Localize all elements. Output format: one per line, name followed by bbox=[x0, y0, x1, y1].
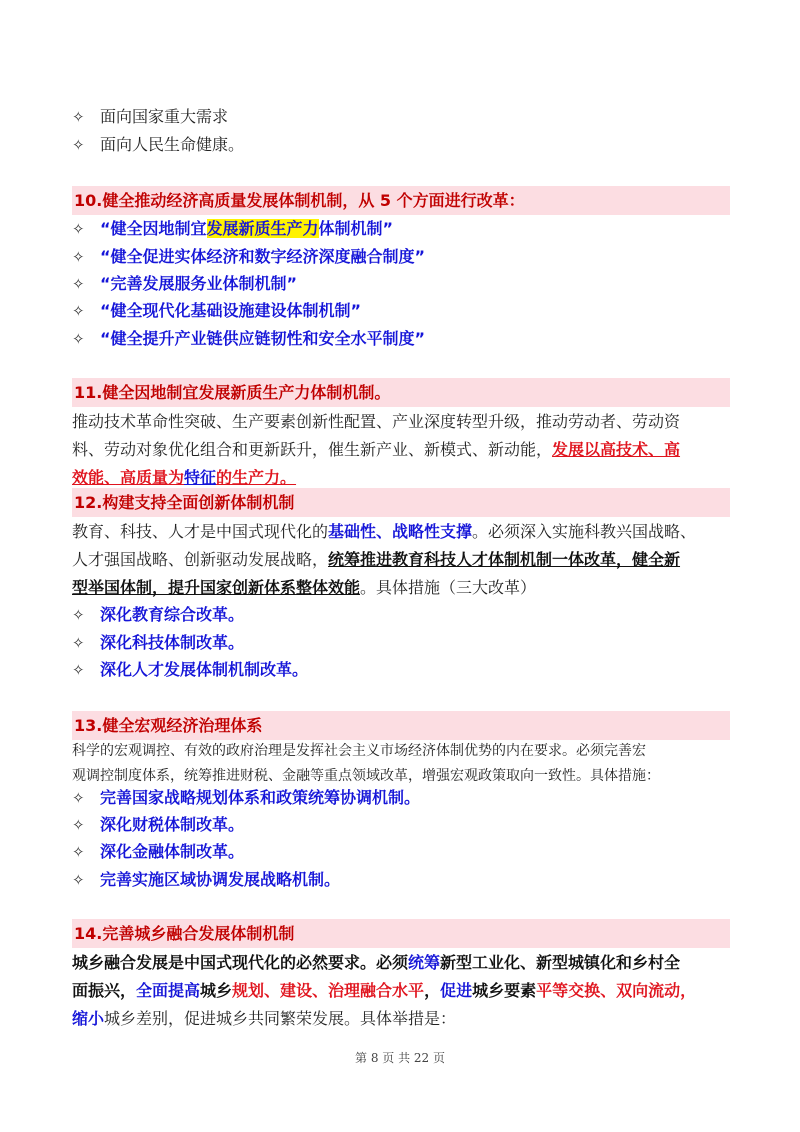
list-item: ✧ “健全促进实体经济和数字经济深度融合制度” bbox=[72, 243, 732, 271]
diamond-bullet-icon: ✧ bbox=[72, 661, 85, 679]
paragraph-line: 科学的宏观调控、有效的政府治理是发挥社会主义市场经济体制优势的内在要求。必须完善宏 bbox=[72, 743, 646, 759]
list-item: ✧ “健全现代化基础设施建设体制机制” bbox=[72, 297, 732, 325]
section-13-heading: 13.健全宏观经济治理体系 bbox=[72, 711, 730, 740]
list-item: ✧ “健全因地制宜发展新质生产力体制机制” bbox=[72, 215, 732, 243]
diamond-bullet-icon: ✧ bbox=[72, 302, 85, 320]
paragraph-line: 面振兴，全面提高城乡规划、建设、治理融合水平，促进城乡要素平等交换、双向流动， bbox=[72, 981, 697, 1000]
diamond-bullet-icon: ✧ bbox=[72, 330, 85, 348]
list-item: ✧ 深化人才发展体制机制改革。 bbox=[72, 656, 732, 684]
diamond-bullet-icon: ✧ bbox=[72, 248, 85, 266]
section-12-heading: 12.构建支持全面创新体制机制 bbox=[72, 488, 730, 517]
diamond-bullet-icon: ✧ bbox=[72, 220, 85, 238]
paragraph-line: 教育、科技、人才是中国式现代化的基础性、战略性支撑。必须深入实施科教兴国战略、 bbox=[72, 522, 697, 541]
diamond-bullet-icon: ✧ bbox=[72, 275, 85, 293]
section-11-heading: 11.健全因地制宜发展新质生产力体制机制。 bbox=[72, 378, 730, 407]
list-item: ✧ “完善发展服务业体制机制” bbox=[72, 270, 732, 298]
diamond-bullet-icon: ✧ bbox=[72, 634, 85, 652]
diamond-bullet-icon: ✧ bbox=[72, 108, 85, 126]
list-item: ✧ 深化财税体制改革。 bbox=[72, 811, 732, 839]
paragraph-line: 型举国体制，提升国家创新体系整体效能。具体措施（三大改革） bbox=[72, 578, 537, 597]
diamond-bullet-icon: ✧ bbox=[72, 789, 85, 807]
page-number-footer: 第 8 页 共 22 页 bbox=[355, 1051, 445, 1065]
list-item: ✧ 深化教育综合改革。 bbox=[72, 601, 732, 629]
paragraph-line: 缩小城乡差别，促进城乡共同繁荣发展。具体举措是： bbox=[72, 1009, 457, 1028]
list-item: ✧ 面向人民生命健康。 bbox=[72, 131, 732, 159]
diamond-bullet-icon: ✧ bbox=[72, 606, 85, 624]
paragraph-line: 观调控制度体系，统筹推进财税、金融等重点领域改革，增强宏观政策取向一致性。具体措施： bbox=[72, 768, 660, 784]
paragraph-line: 城乡融合发展是中国式现代化的必然要求。必须统筹新型工业化、新型城镇化和乡村全 bbox=[72, 953, 681, 972]
diamond-bullet-icon: ✧ bbox=[72, 136, 85, 154]
paragraph-line: 效能、高质量为特征的生产力。 bbox=[72, 468, 297, 487]
section-14-heading: 14.完善城乡融合发展体制机制 bbox=[72, 919, 730, 948]
list-item: ✧ 完善实施区域协调发展战略机制。 bbox=[72, 866, 732, 894]
paragraph-line: 人才强国战略、创新驱动发展战略，统筹推进教育科技人才体制机制一体改革，健全新 bbox=[72, 550, 681, 569]
list-item: ✧ 深化科技体制改革。 bbox=[72, 629, 732, 657]
list-item: ✧ “健全提升产业链供应链韧性和安全水平制度” bbox=[72, 325, 732, 353]
list-item: ✧ 深化金融体制改革。 bbox=[72, 838, 732, 866]
diamond-bullet-icon: ✧ bbox=[72, 816, 85, 834]
list-item: ✧ 完善国家战略规划体系和政策统筹协调机制。 bbox=[72, 784, 732, 812]
diamond-bullet-icon: ✧ bbox=[72, 843, 85, 861]
highlighted-text: 发展新质生产力 bbox=[206, 219, 319, 238]
diamond-bullet-icon: ✧ bbox=[72, 871, 85, 889]
list-item: ✧ 面向国家重大需求 bbox=[72, 103, 732, 131]
section-10-heading: 10.健全推动经济高质量发展体制机制，从 5 个方面进行改革： bbox=[72, 186, 730, 215]
paragraph-line: 料、劳动对象优化组合和更新跃升，催生新产业、新模式、新动能，发展以高技术、高 bbox=[72, 440, 681, 459]
paragraph-line: 推动技术革命性突破、生产要素创新性配置、产业深度转型升级，推动劳动者、劳动资 bbox=[72, 412, 681, 431]
